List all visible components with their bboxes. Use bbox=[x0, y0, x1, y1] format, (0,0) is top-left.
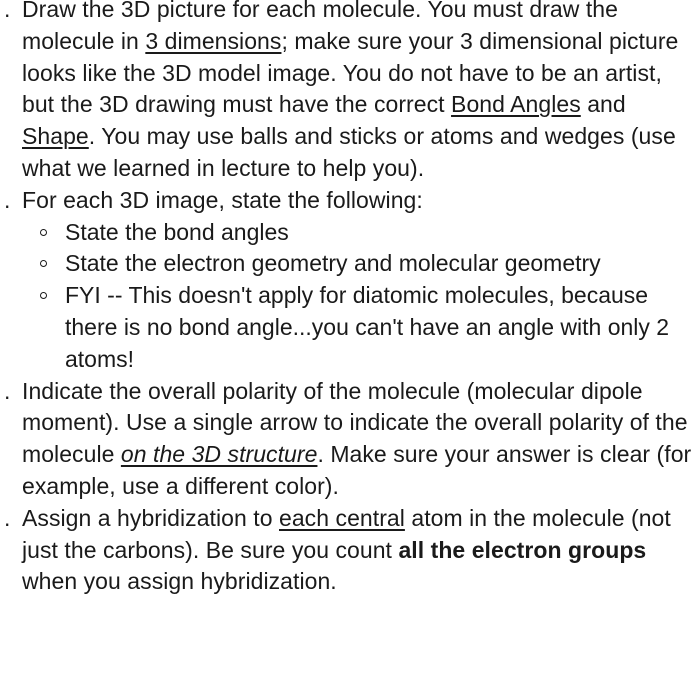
instruction-item-3 bbox=[0, 376, 692, 503]
text-segment: and bbox=[580, 91, 626, 118]
hollow-circle-bullet-icon bbox=[40, 260, 47, 267]
underlined-text: 3 dimensions bbox=[145, 27, 282, 54]
sub-item-text: State the electron geometry and molecular geometry bbox=[65, 250, 601, 277]
instruction-item-1 bbox=[0, 0, 692, 185]
sub-item-bond-angles bbox=[0, 217, 692, 249]
item-marker: . bbox=[4, 186, 11, 213]
text-segment: when you assign hybridization. bbox=[22, 568, 337, 595]
text-segment: ; make sure your 3 dimensional picture looks like the 3D model image. You do not have to be an artist, but the 3D drawing must have the correct bbox=[22, 27, 679, 118]
item-marker: . bbox=[4, 0, 11, 22]
sub-list bbox=[0, 217, 692, 376]
instruction-item-2 bbox=[0, 185, 692, 217]
text-segment: . Make sure your answer is clear (for example, use a different color). bbox=[22, 441, 692, 499]
hollow-circle-bullet-icon bbox=[40, 229, 47, 236]
item-marker: . bbox=[4, 377, 11, 404]
sub-item-geometry bbox=[0, 248, 692, 280]
text-segment: For each 3D image, state the following: bbox=[22, 186, 423, 213]
sub-item-fyi bbox=[0, 280, 692, 375]
instruction-item-4 bbox=[0, 503, 692, 598]
hollow-circle-bullet-icon bbox=[40, 292, 47, 299]
bold-text: all the electron groups bbox=[398, 536, 647, 563]
sub-item-text: State the bond angles bbox=[65, 218, 289, 245]
item-marker: . bbox=[4, 504, 11, 531]
underlined-text: Bond Angles bbox=[451, 91, 581, 118]
underlined-italic-text: on the 3D structure bbox=[120, 441, 318, 468]
text-segment: atom in the molecule (not just the carbons). Be sure you count bbox=[22, 504, 671, 563]
underlined-text: each central bbox=[279, 504, 405, 531]
sub-item-text: FYI -- This doesn't apply for diatomic molecules, because there is no bond angle...you can't have an angle with only 2 atoms! bbox=[65, 282, 670, 372]
text-segment: Indicate the overall polarity of the molecule (molecular dipole moment). Use a single arrow to indicate the overall polarity of the molecule bbox=[22, 377, 688, 468]
text-segment: . You may use balls and sticks or atoms and wedges (use what we learned in lecture to help you). bbox=[22, 123, 676, 181]
text-segment: Draw the 3D picture for each molecule. You must draw the molecule in bbox=[22, 0, 618, 54]
underlined-text: Shape bbox=[22, 123, 89, 150]
text-segment: Assign a hybridization to bbox=[22, 504, 279, 531]
